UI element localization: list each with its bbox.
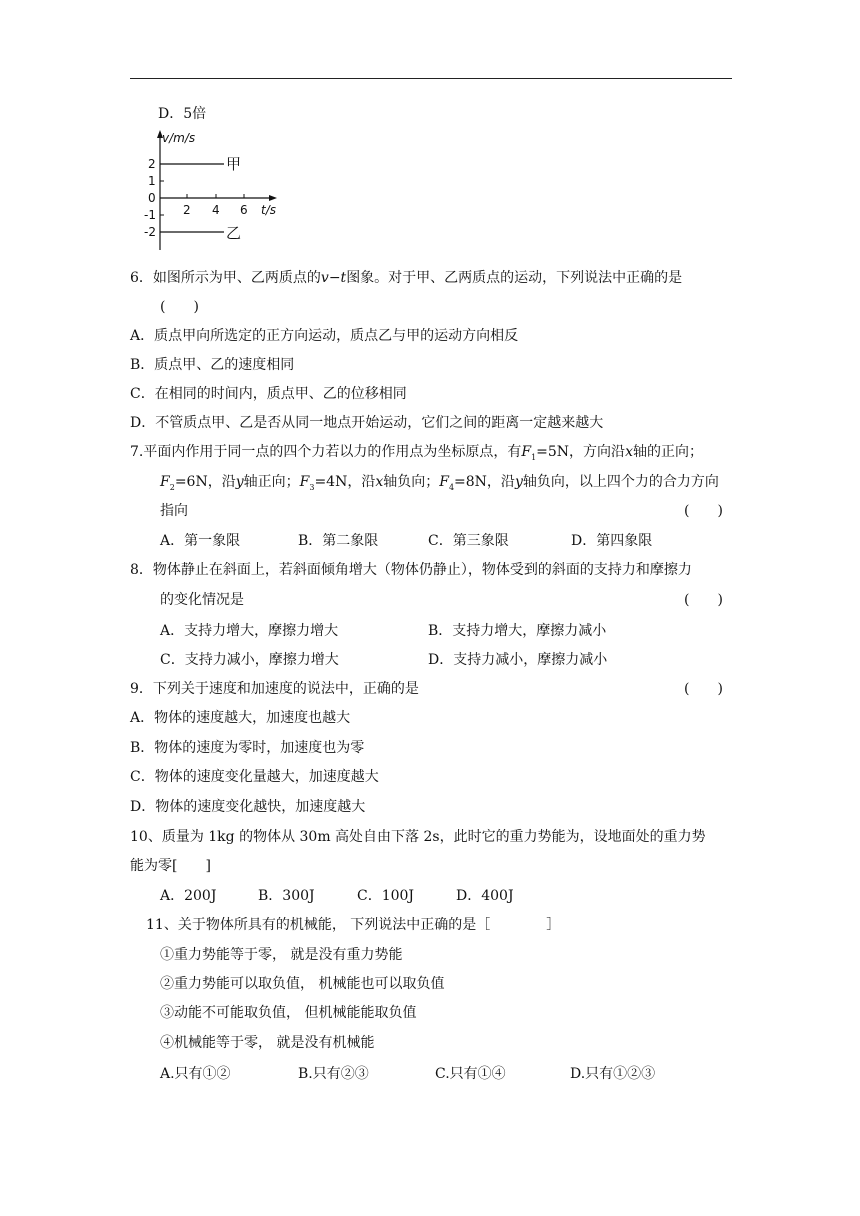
q11-statement-3: ③动能不可能取负值， 但机械能能取负值 (160, 1005, 417, 1021)
x-tick-label: 4 (212, 203, 220, 217)
q10-line2: 能为零[ ] (130, 858, 211, 874)
q11-option-b: B.只有②③ (298, 1066, 369, 1082)
q6-option-a: A．质点甲向所选定的正方向运动，质点乙与甲的运动方向相反 (130, 328, 519, 344)
q6-option-b: B．质点甲、乙的速度相同 (130, 357, 295, 373)
q10-option-a: A．200J (160, 888, 217, 904)
q11-stem: 11、关于物体所具有的机械能， 下列说法中正确的是［ ］ (146, 917, 561, 933)
q11-option-a: A.只有①② (160, 1066, 231, 1082)
x-axis-arrow (269, 195, 277, 201)
q11-statement-2: ②重力势能可以取负值， 机械能也可以取负值 (160, 976, 445, 992)
q11-option-d: D.只有①②③ (570, 1066, 656, 1082)
x-tick-label: 2 (183, 203, 191, 217)
q7-option-d: D．第四象限 (571, 533, 653, 549)
x-axis-label: t/s (261, 203, 276, 217)
q8-option-a: A．支持力增大，摩擦力增大 (160, 623, 339, 639)
q8-option-d: D．支持力减小，摩擦力减小 (428, 652, 608, 668)
vt-graph (140, 128, 290, 250)
q11-option-c: C.只有①④ (435, 1066, 506, 1082)
q10-option-b: B．300J (258, 888, 315, 904)
q11-statement-4: ④机械能等于零， 就是没有机械能 (160, 1035, 375, 1051)
y-tick-label: 1 (148, 174, 156, 188)
q7-option-c: C．第三象限 (428, 533, 509, 549)
q6-paren: ( ) (160, 299, 199, 315)
q8-paren: ( ) (684, 592, 723, 608)
q5-option-d: D．5倍 (158, 106, 207, 122)
y-tick-label: -1 (144, 208, 156, 222)
q10-line1: 10、质量为 1kg 的物体从 30m 高处自由下落 2s，此时它的重力势能为，设地面处的重力势 (130, 829, 706, 845)
q7-option-b: B．第二象限 (298, 533, 379, 549)
q10-option-c: C．100J (357, 888, 415, 904)
q8-option-b: B．支持力增大，摩擦力减小 (428, 623, 607, 639)
x-tick-label: 6 (240, 203, 248, 217)
q7-option-a: A．第一象限 (160, 533, 241, 549)
q9-option-a: A．物体的速度越大，加速度也越大 (130, 710, 351, 726)
y-axis-label: v/m/s (162, 131, 196, 145)
y-tick-label: -2 (144, 225, 156, 239)
q8-option-c: C．支持力减小，摩擦力增大 (160, 652, 339, 668)
series-jia-label: 甲 (226, 155, 242, 173)
q6-option-d: D．不管质点甲、乙是否从同一地点开始运动，它们之间的距离一定越来越大 (130, 415, 604, 431)
y-tick-label: 2 (148, 157, 156, 171)
q10-option-d: D．400J (456, 888, 514, 904)
series-yi-label: 乙 (226, 224, 242, 242)
q9-option-b: B．物体的速度为零时，加速度也为零 (130, 740, 365, 756)
q6-stem: 6．如图所示为甲、乙两质点的v−t图象。对于甲、乙两质点的运动，下列说法中正确的是 (130, 270, 683, 286)
y-tick-label: 0 (148, 191, 156, 205)
q9-option-d: D．物体的速度变化越快，加速度越大 (130, 799, 366, 815)
q9-paren: ( ) (684, 681, 723, 697)
q8-line2: 的变化情况是 (160, 592, 244, 608)
header-rule (130, 78, 732, 79)
q8-line1: 8．物体静止在斜面上，若斜面倾角增大（物体仍静止），物体受到的斜面的支持力和摩擦力 (130, 562, 692, 578)
q7-paren: ( ) (684, 503, 723, 519)
q7-line1: 7.平面内作用于同一点的四个力若以力的作用点为坐标原点，有$F_1=5N$，方向沿x轴的正向； (130, 444, 703, 462)
q9-option-c: C．物体的速度变化量越大，加速度越大 (130, 769, 379, 785)
q7-line2: $F_2=6N$，沿y轴正向；$F_3=4N$，沿x轴负向；$F_4=8N$，沿y轴负向，以上四个力的合力方向 (160, 474, 719, 492)
q11-statement-1: ①重力势能等于零， 就是没有重力势能 (160, 947, 403, 963)
q6-option-c: C．在相同的时间内，质点甲、乙的位移相同 (130, 386, 407, 402)
q9-stem: 9．下列关于速度和加速度的说法中，正确的是 (130, 681, 419, 697)
q7-line3: 指向 (160, 503, 188, 519)
